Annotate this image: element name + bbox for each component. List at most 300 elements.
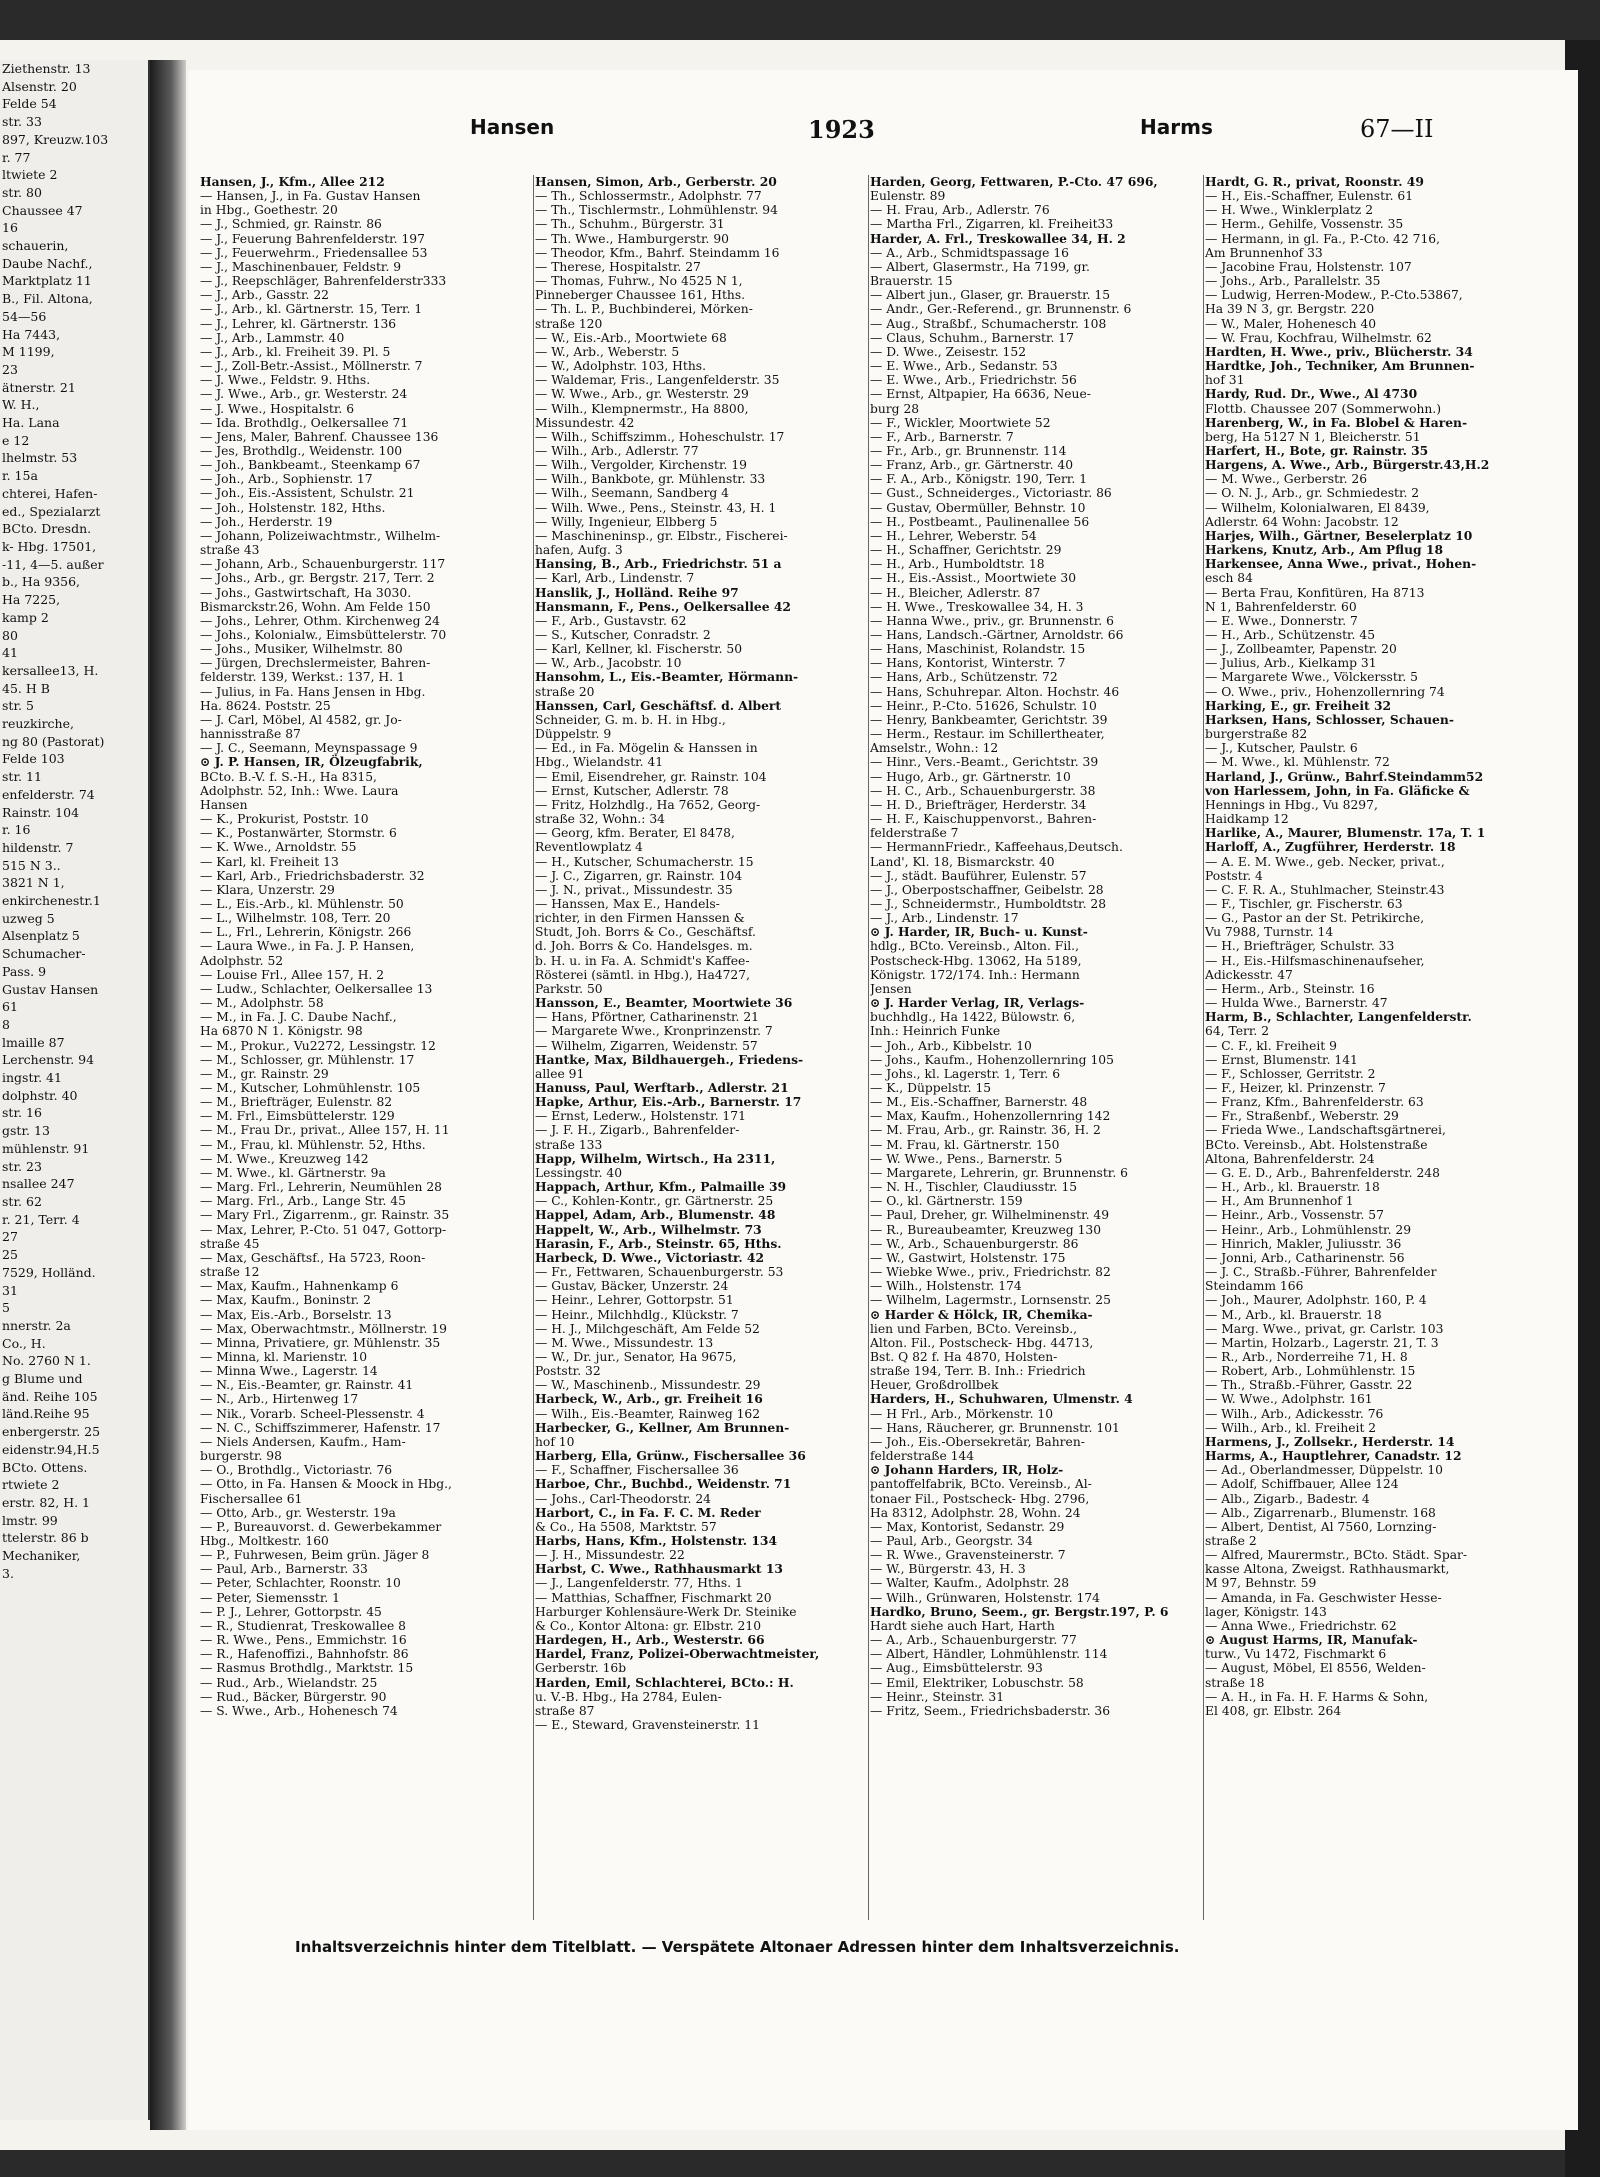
fragment-line: 61 (2, 999, 18, 1015)
directory-entry: — J., Feuerwehrm., Friedensallee 53 (200, 245, 428, 260)
directory-entry: — C. F., kl. Freiheit 9 (1205, 1038, 1337, 1053)
directory-column-4 (1205, 175, 1535, 1925)
directory-entry: Steindamm 166 (1205, 1279, 1304, 1294)
directory-entry: — H., Arb., Schützenstr. 45 (1205, 628, 1376, 642)
directory-entry: — Johs., Lehrer, Othm. Kirchenweg 24 (200, 613, 441, 628)
directory-entry: — Herm., Restaur. im Schillertheater, (870, 727, 1105, 742)
directory-entry: — Hansen, J., in Fa. Gustav Hansen (200, 189, 421, 204)
fragment-line: Marktplatz 11 (2, 273, 92, 289)
directory-entry: allee 91 (535, 1066, 585, 1081)
directory-entry: — Adolf, Schiffbauer, Allee 124 (1205, 1477, 1399, 1492)
directory-entry: Hansohm, L., Eis.-Beamter, Hörmann- (535, 670, 799, 685)
directory-entry: — E. Wwe., Arb., Friedrichstr. 56 (870, 373, 1077, 388)
directory-entry: — Emil, Eisendreher, gr. Rainstr. 104 (535, 769, 767, 784)
directory-entry: — M., gr. Rainstr. 29 (200, 1066, 329, 1081)
directory-entry: Harburger Kohlensäure-Werk Dr. Steinike (535, 1604, 797, 1619)
fragment-line: ed., Spezialarzt (2, 503, 101, 519)
directory-entry: Adlerstr. 64 Wohn: Jacobstr. 12 (1205, 514, 1399, 529)
directory-entry: esch 84 (1205, 571, 1253, 586)
directory-entry: Harbs, Hans, Kfm., Holstenstr. 134 (535, 1534, 778, 1548)
directory-entry: — E., Steward, Gravensteinerstr. 11 (535, 1718, 760, 1733)
directory-entry: — Marg. Frl., Arb., Lange Str. 45 (200, 1194, 406, 1209)
directory-entry: Harboe, Chr., Buchbd., Weidenstr. 71 (535, 1477, 792, 1492)
directory-entry: — Johs., Arb., gr. Bergstr. 217, Terr. 2 (200, 571, 435, 586)
fragment-line: Gustav Hansen (2, 981, 99, 997)
directory-entry: — A. H., in Fa. H. F. Harms & Sohn, (1205, 1689, 1429, 1704)
directory-entry: Harfert, H., Bote, gr. Rainstr. 35 (1205, 443, 1429, 458)
directory-entry: — F., Wickler, Moortwiete 52 (870, 415, 1051, 430)
directory-entry: — J., Zoll-Betr.-Assist., Möllnerstr. 7 (200, 359, 423, 374)
directory-entry: Hansen (200, 797, 248, 812)
directory-entry: felderstraße 7 (870, 826, 959, 841)
directory-entry: — Paul, Arb., Barnerstr. 33 (200, 1562, 368, 1577)
directory-entry: straße 43 (200, 543, 260, 558)
fragment-line: Alsenstr. 20 (2, 78, 77, 94)
directory-entry: straße 32, Wohn.: 34 (535, 812, 665, 827)
directory-entry: Hardtke, Joh., Techniker, Am Brunnen- (1205, 359, 1475, 374)
directory-entry: — F. A., Arb., Königstr. 190, Terr. 1 (870, 472, 1088, 487)
directory-entry: — Karl, Arb., Friedrichsbaderstr. 32 (200, 868, 425, 883)
fragment-line: Ha 7443, (2, 326, 61, 342)
directory-entry: Harjes, Wilh., Gärtner, Beselerplatz 10 (1205, 528, 1473, 543)
directory-entry: M 97, Behnstr. 59 (1205, 1576, 1317, 1591)
directory-entry: — Margarete Wwe., Völckersstr. 5 (1205, 670, 1418, 685)
directory-entry: Amselstr., Wohn.: 12 (870, 741, 999, 756)
directory-entry: kasse Altona, Zweigst. Rathhausmarkt, (1205, 1562, 1450, 1577)
directory-entry: — Hulda Wwe., Barnerstr. 47 (1205, 996, 1388, 1011)
fragment-line: lmaille 87 (2, 1034, 65, 1050)
directory-entry: Hardegen, H., Arb., Westerstr. 66 (535, 1633, 765, 1648)
directory-entry: 64, Terr. 2 (1205, 1024, 1270, 1039)
header-page-number: 67—II (1360, 115, 1434, 143)
directory-entry: straße 45 (200, 1236, 260, 1251)
directory-entry: — Johs., Kolonialw., Eimsbüttelerstr. 70 (200, 628, 447, 642)
directory-entry: — Georg, kfm. Berater, El 8478, (535, 826, 735, 841)
directory-entry: — W., Bürgerstr. 43, H. 3 (870, 1562, 1026, 1577)
directory-entry: Hapke, Arthur, Eis.-Arb., Barnerstr. 17 (535, 1095, 802, 1110)
directory-entry: — Emil, Elektriker, Lobuschstr. 58 (870, 1675, 1084, 1690)
directory-entry: — Gustav, Bäcker, Unzerstr. 24 (535, 1279, 729, 1294)
directory-entry: — Matthias, Schaffner, Fischmarkt 20 (535, 1590, 772, 1605)
directory-entry: — J., Arb., kl. Freiheit 39. Pl. 5 (200, 344, 391, 359)
directory-entry: — Johs., Carl-Theodorstr. 24 (535, 1491, 711, 1506)
directory-entry: — Nik., Vorarb. Scheel-Plessenstr. 4 (200, 1406, 425, 1421)
directory-entry: — Max, Eis.-Arb., Borselstr. 13 (200, 1307, 392, 1322)
directory-entry: — Paul, Dreher, gr. Wilhelminenstr. 49 (870, 1208, 1110, 1223)
directory-entry: d. Joh. Borrs & Co. Handelsges. m. (535, 939, 753, 954)
directory-entry: Hardten, H. Wwe., priv., Blücherstr. 34 (1205, 344, 1473, 359)
fragment-line: Daube Nachf., (2, 255, 93, 271)
directory-entry: — Max, Lehrer, P.-Cto. 51 047, Gottorp- (200, 1222, 447, 1237)
directory-entry: — E. Wwe., Donnerstr. 7 (1205, 613, 1358, 628)
directory-entry: — Herm., Arb., Steinstr. 16 (1205, 981, 1375, 996)
directory-entry: — R. Wwe., Gravensteinerstr. 7 (870, 1548, 1066, 1563)
directory-entry: Happach, Arthur, Kfm., Palmaille 39 (535, 1180, 787, 1195)
fragment-line: Lerchenstr. 94 (2, 1052, 95, 1068)
directory-entry: Hardy, Rud. Dr., Wwe., Al 4730 (1205, 387, 1418, 402)
fragment-line: nnerstr. 2a (2, 1317, 71, 1333)
directory-entry: — Johs., Arb., Parallelstr. 35 (1205, 274, 1381, 289)
directory-entry: — J., Kutscher, Paulstr. 6 (1205, 741, 1358, 756)
book-gutter (150, 60, 186, 2130)
directory-entry: — Mary Frl., Zigarrenm., gr. Rainstr. 35 (200, 1208, 450, 1223)
directory-entry: — Hans, Räucherer, gr. Brunnenstr. 101 (870, 1420, 1120, 1435)
directory-entry: — Klara, Unzerstr. 29 (200, 882, 335, 897)
directory-entry: — Alb., Zigarb., Badestr. 4 (1205, 1491, 1370, 1506)
directory-entry: Harmens, J., Zollsekr., Herderstr. 14 (1205, 1434, 1455, 1449)
directory-entry: felderstr. 139, Werkst.: 137, H. 1 (200, 670, 405, 685)
fragment-line: 54—56 (2, 308, 47, 324)
directory-entry: — Jürgen, Drechslermeister, Bahren- (200, 656, 431, 671)
directory-entry: straße 20 (535, 684, 595, 699)
directory-entry: — Max, Geschäftsf., Ha 5723, Roon- (200, 1250, 426, 1265)
directory-entry: — H., Arb., Humboldtstr. 18 (870, 557, 1045, 572)
directory-entry: — W., Arb., Weberstr. 5 (535, 344, 680, 359)
directory-entry: — J., Arb., Lindenstr. 17 (870, 911, 1019, 926)
directory-entry: — Marg. Frl., Lehrerin, Neumühlen 28 (200, 1180, 442, 1195)
directory-entry: — Alfred, Maurermstr., BCto. Städt. Spar- (1205, 1548, 1468, 1563)
directory-entry: Hansen, Simon, Arb., Gerberstr. 20 (535, 175, 777, 189)
directory-entry: — Wilh., Schiffszimm., Hoheschulstr. 17 (535, 429, 785, 444)
directory-entry: lien und Farben, BCto. Vereinsb., (870, 1321, 1078, 1336)
directory-entry: Harloff, A., Zugführer, Herderstr. 18 (1205, 840, 1456, 855)
fragment-line: Ziethenstr. 13 (2, 61, 91, 76)
directory-entry: — Rasmus Brothdlg., Marktstr. 15 (200, 1661, 414, 1676)
fragment-line: 25 (2, 1247, 18, 1263)
directory-entry: — L., Eis.-Arb., kl. Mühlenstr. 50 (200, 896, 404, 911)
fragment-line: ltwiete 2 (2, 167, 58, 183)
directory-entry: — N. H., Tischler, Claudiusstr. 15 (870, 1180, 1078, 1195)
directory-entry: — P. J., Lehrer, Gottorpstr. 45 (200, 1604, 382, 1619)
directory-entry: — R., Bureaubeamter, Kreuzweg 130 (870, 1222, 1102, 1237)
directory-entry: Ha 8312, Adolphstr. 28, Wohn. 24 (870, 1505, 1081, 1520)
fragment-line: Schumacher- (2, 946, 86, 962)
directory-entry: — Aug., Straßbf., Schumacherstr. 108 (870, 316, 1107, 331)
fragment-line: ingstr. 41 (2, 1070, 62, 1086)
directory-entry: — Jes, Brothdlg., Weidenstr. 100 (200, 443, 403, 458)
directory-entry: Harbecker, G., Kellner, Am Brunnen- (535, 1420, 790, 1435)
directory-entry: straße 120 (535, 316, 603, 331)
directory-entry: Düppelstr. 9 (535, 727, 612, 742)
directory-entry: Parkstr. 50 (535, 981, 603, 996)
directory-entry: — Joh., Holstenstr. 182, Hths. (200, 500, 386, 515)
directory-entry: — F., Schaffner, Fischersallee 36 (535, 1463, 739, 1478)
directory-entry: — Henry, Bankbeamter, Gerichtstr. 39 (870, 712, 1108, 727)
directory-entry: richter, in den Firmen Hanssen & (535, 911, 745, 926)
directory-entry: — F., Schlosser, Gerritstr. 2 (1205, 1066, 1376, 1081)
page-header (190, 115, 1535, 151)
directory-entry: ⊙ Johann Harders, IR, Holz- (870, 1463, 1064, 1478)
directory-entry: — Ernst, Kutscher, Adlerstr. 78 (535, 783, 729, 798)
directory-entry: Ha 6870 N 1. Königstr. 98 (200, 1024, 363, 1039)
directory-entry: — J. Carl, Möbel, Al 4582, gr. Jo- (200, 712, 402, 727)
directory-entry: — H Frl., Arb., Mörkenstr. 10 (870, 1406, 1054, 1421)
directory-entry: — Rud., Arb., Wielandstr. 25 (200, 1675, 378, 1690)
fragment-line: e 12 (2, 432, 30, 448)
directory-entry: — H. C., Arb., Schauenburgerstr. 38 (870, 783, 1096, 798)
directory-entry: — H., Eis.-Schaffner, Eulenstr. 61 (1205, 189, 1414, 204)
directory-entry: Hardt, G. R., privat, Roonstr. 49 (1205, 175, 1424, 189)
fragment-line: Alsenplatz 5 (2, 928, 80, 944)
directory-entry: Harder, A. Frl., Treskowallee 34, H. 2 (870, 231, 1126, 246)
directory-entry: — J. C., Straßb.-Führer, Bahrenfelder (1205, 1265, 1437, 1280)
directory-entry: — Ernst, Lederw., Holstenstr. 171 (535, 1109, 746, 1124)
fragment-line: str. 33 (2, 114, 42, 130)
directory-entry: — Otto, Arb., gr. Westerstr. 19a (200, 1505, 396, 1520)
directory-entry: — Th., Schlossermstr., Adolphstr. 77 (535, 189, 762, 204)
fragment-line: Co., H. (2, 1335, 46, 1351)
directory-entry: BCto. B.-V. f. S.-H., Ha 8315, (200, 769, 377, 784)
directory-entry: Heuer, Großdrollbek (870, 1378, 999, 1393)
directory-column-1 (200, 175, 530, 1925)
directory-entry: Altona, Bahrenfelderstr. 24 (1205, 1151, 1375, 1166)
directory-entry: — Rud., Bäcker, Bürgerstr. 90 (200, 1689, 387, 1704)
directory-entry: buchhdlg., Ha 1422, Bülowstr. 6, (870, 1010, 1076, 1025)
directory-entry: Bst. Q 82 f. Ha 4870, Holsten- (870, 1349, 1058, 1364)
directory-entry: Ha 39 N 3, gr. Bergstr. 220 (1205, 302, 1375, 317)
directory-entry: — Jens, Maler, Bahrenf. Chaussee 136 (200, 429, 439, 444)
directory-entry: b. H. u. in Fa. A. Schmidt's Kaffee- (535, 953, 750, 968)
directory-entry: — Max, Kaufm., Boninstr. 2 (200, 1293, 371, 1308)
directory-entry: — Fr., Arb., gr. Brunnenstr. 114 (870, 443, 1067, 458)
directory-entry: — Walter, Kaufm., Adolphstr. 28 (870, 1576, 1070, 1591)
directory-entry: — Laura Wwe., in Fa. J. P. Hansen, (200, 939, 415, 954)
directory-entry: — Albert, Händler, Lohmühlenstr. 114 (870, 1647, 1108, 1662)
directory-entry: Hansson, E., Beamter, Moortwiete 36 (535, 996, 793, 1011)
directory-entry: Hennings in Hbg., Vu 8297, (1205, 797, 1378, 812)
directory-entry: — H., Kutscher, Schumacherstr. 15 (535, 854, 754, 869)
directory-entry: Reventlowplatz 4 (535, 840, 643, 855)
directory-entry: — J. F. H., Zigarb., Bahrenfelder- (535, 1123, 740, 1138)
directory-entry: — Hinr., Vers.-Beamt., Gerichtstr. 39 (870, 755, 1099, 770)
directory-entry: — A., Arb., Schmidtspassage 16 (870, 245, 1069, 260)
directory-entry: — O., kl. Gärtnerstr. 159 (870, 1194, 1023, 1209)
fragment-line: 31 (2, 1282, 18, 1298)
directory-entry: — J., Lehrer, kl. Gärtnerstr. 136 (200, 316, 397, 331)
directory-entry: — W. Wwe., Adolphstr. 161 (1205, 1392, 1373, 1407)
fragment-line: erstr. 82, H. 1 (2, 1494, 91, 1510)
directory-entry: — W., Gastwirt, Holstenstr. 175 (870, 1250, 1066, 1265)
directory-entry: — J., Schmied, gr. Rainstr. 86 (200, 217, 382, 232)
directory-entry: von Harlessem, John, in Fa. Gläficke & (1205, 783, 1470, 798)
directory-entry: — M., Prokur., Vu2272, Lessingstr. 12 (200, 1038, 436, 1053)
fragment-line: W. H., (2, 397, 40, 413)
directory-entry: in Hbg., Goethestr. 20 (200, 203, 338, 218)
directory-entry: Harlike, A., Maurer, Blumenstr. 17a, T. 1 (1205, 826, 1486, 841)
directory-entry: — Julius, in Fa. Hans Jensen in Hbg. (200, 684, 426, 699)
fragment-line: länd.Reihe 95 (2, 1406, 90, 1422)
directory-entry: Pinneberger Chaussee 161, Hths. (535, 288, 746, 303)
directory-entry: — Ernst, Blumenstr. 141 (1205, 1052, 1358, 1067)
directory-entry: — Fritz, Seem., Friedrichsbaderstr. 36 (870, 1703, 1111, 1718)
directory-entry: — Jacobine Frau, Holstenstr. 107 (1205, 259, 1412, 274)
directory-entry: Harden, Georg, Fettwaren, P.-Cto. 47 696, (870, 175, 1158, 189)
directory-entry: Postscheck-Hbg. 13062, Ha 5189, (870, 953, 1082, 968)
fragment-line: str. 80 (2, 184, 42, 200)
directory-entry: — M., Schlosser, gr. Mühlenstr. 17 (200, 1052, 415, 1067)
directory-entry: — Ludw., Schlachter, Oelkersallee 13 (200, 981, 433, 996)
directory-entry: — Wilh. Wwe., Pens., Steinstr. 43, H. 1 (535, 500, 777, 515)
directory-entry: — Wilh., Eis.-Beamter, Rainweg 162 (535, 1406, 761, 1421)
directory-entry: — Joh., Arb., Kibbelstr. 10 (870, 1038, 1032, 1053)
directory-entry: — Ida. Brothdlg., Oelkersallee 71 (200, 415, 409, 430)
fragment-line: änd. Reihe 105 (2, 1388, 98, 1404)
directory-entry: tonaer Fil., Postscheck- Hbg. 2796, (870, 1491, 1090, 1506)
fragment-line: str. 62 (2, 1194, 42, 1209)
directory-entry: — M., Briefträger, Eulenstr. 82 (200, 1095, 393, 1110)
directory-entry: — Max, Kaufm., Hohenzollernring 142 (870, 1109, 1111, 1124)
directory-entry: Harenberg, W., in Fa. Blobel & Haren- (1205, 415, 1468, 430)
directory-entry: Vu 7988, Turnstr. 14 (1205, 925, 1334, 940)
directory-entry: — M. Frau, kl. Gärtnerstr. 150 (870, 1137, 1060, 1152)
directory-entry: — Peter, Schlachter, Roonstr. 10 (200, 1576, 401, 1591)
directory-entry: — J., Zollbeamter, Papenstr. 20 (1205, 642, 1397, 657)
directory-entry: — K., Düppelstr. 15 (870, 1081, 992, 1095)
directory-entry: — M. Frau, Arb., gr. Rainstr. 36, H. 2 (870, 1123, 1101, 1138)
directory-entry: — Johs., kl. Lagerstr. 1, Terr. 6 (870, 1066, 1061, 1081)
fragment-line: str. 16 (2, 1105, 42, 1121)
directory-entry: — Ed., in Fa. Mögelin & Hanssen in (535, 741, 758, 756)
directory-entry: — M. Frl., Eimsbüttelerstr. 129 (200, 1109, 395, 1124)
directory-entry: straße 2 (1205, 1534, 1257, 1548)
directory-entry: — Joh., Herderstr. 19 (200, 514, 333, 529)
directory-entry: — J., städt. Bauführer, Eulenstr. 57 (870, 868, 1087, 883)
directory-entry: — R., Studienrat, Treskowallee 8 (200, 1618, 406, 1633)
directory-entry: — Peter, Siemensstr. 1 (200, 1590, 340, 1605)
directory-entry: straße 133 (535, 1137, 603, 1152)
directory-entry: felderstraße 144 (870, 1449, 975, 1464)
fragment-line: Ha 7225, (2, 592, 61, 608)
directory-entry: Ha. 8624. Poststr. 25 (200, 698, 331, 713)
directory-entry: — K. Wwe., Arnoldstr. 55 (200, 840, 357, 855)
directory-entry: — E. Wwe., Arb., Sedanstr. 53 (870, 359, 1058, 374)
directory-entry: straße 194, Terr. B. Inh.: Friedrich (870, 1364, 1086, 1379)
directory-entry: — Albert, Dentist, Al 7560, Lornzing- (1205, 1519, 1437, 1534)
fragment-line: str. 5 (2, 698, 34, 714)
fragment-line: BCto. Dresdn. (2, 521, 92, 537)
directory-entry: — H., Briefträger, Schulstr. 33 (1205, 939, 1395, 954)
directory-entry: — Karl, Kellner, kl. Fischerstr. 50 (535, 642, 743, 657)
directory-entry: — Joh., Maurer, Adolphstr. 160, P. 4 (1205, 1293, 1427, 1308)
directory-entry: — Hanssen, Max E., Handels- (535, 896, 720, 911)
directory-entry: burgerstr. 98 (200, 1449, 282, 1464)
directory-entry: — R., Arb., Norderreihe 71, H. 8 (1205, 1349, 1408, 1364)
fragment-line: -11, 4—5. außer (2, 556, 104, 572)
directory-entry: — Heinr., Arb., Lohmühlenstr. 29 (1205, 1222, 1412, 1237)
directory-entry: — Margarete, Lehrerin, gr. Brunnenstr. 6 (870, 1165, 1128, 1180)
directory-entry: — Wilh., Arb., Adickesstr. 76 (1205, 1406, 1384, 1421)
directory-entry: — O. N. J., Arb., gr. Schmiedestr. 2 (1205, 486, 1420, 501)
directory-entry: hof 31 (1205, 373, 1245, 388)
fragment-line: Felde 54 (2, 96, 57, 112)
directory-columns (200, 175, 1545, 1925)
directory-entry: — R., Hafenoffizi., Bahnhofstr. 86 (200, 1647, 409, 1662)
directory-entry: — Berta Frau, Konfitüren, Ha 8713 (1205, 585, 1425, 600)
directory-entry: Adickesstr. 47 (1205, 967, 1293, 982)
directory-entry: Hbg., Wielandstr. 41 (535, 755, 664, 770)
directory-entry: ⊙ J. Harder, IR, Buch- u. Kunst- (870, 925, 1088, 940)
header-right-name: Harms (1140, 115, 1213, 139)
directory-entry: — Hans, Pförtner, Catharinenstr. 21 (535, 1010, 760, 1025)
directory-entry: — R. Wwe., Pens., Emmichstr. 16 (200, 1633, 407, 1648)
directory-entry: — G., Pastor an der St. Petrikirche, (1205, 911, 1425, 926)
directory-entry: burg 28 (870, 401, 920, 416)
directory-entry: ⊙ Harder & Hölck, IR, Chemika- (870, 1307, 1093, 1322)
directory-entry: Eulenstr. 89 (870, 189, 946, 204)
directory-entry: — Martha Frl., Zigarren, kl. Freiheit33 (870, 217, 1114, 232)
fragment-line: reuzkirche, (2, 716, 74, 732)
directory-entry: — Max, Kaufm., Hahnenkamp 6 (200, 1279, 399, 1294)
fragment-line: Rainstr. 104 (2, 804, 80, 820)
fragment-line: chterei, Hafen- (2, 485, 98, 501)
directory-entry: — Hans, Schuhrepar. Alton. Hochstr. 46 (870, 684, 1120, 699)
directory-entry: — J., Maschinenbauer, Feldstr. 9 (200, 259, 402, 274)
directory-entry: — Hugo, Arb., gr. Gärtnerstr. 10 (870, 769, 1071, 784)
directory-entry: Hanssen, Carl, Geschäftsf. d. Albert (535, 698, 782, 713)
fragment-line: rtwiete 2 (2, 1477, 60, 1493)
directory-entry: — M. Wwe., kl. Gärtnerstr. 9a (200, 1165, 386, 1180)
directory-entry: turw., Vu 1472, Fischmarkt 6 (1205, 1647, 1387, 1662)
fragment-line: mühlenstr. 91 (2, 1140, 90, 1156)
directory-entry: — Th., Straßb.-Führer, Gasstr. 22 (1205, 1378, 1413, 1393)
directory-entry: — F., Tischler, gr. Fischerstr. 63 (1205, 896, 1403, 911)
directory-entry: — H. F., Kaischuppenvorst., Bahren- (870, 812, 1097, 827)
directory-entry: — H. Frau, Arb., Adlerstr. 76 (870, 203, 1050, 218)
directory-entry: Schneider, G. m. b. H. in Hbg., (535, 712, 726, 727)
fragment-line: 41 (2, 645, 18, 661)
directory-entry: — HermannFriedr., Kaffeehaus,Deutsch. (870, 840, 1123, 855)
directory-entry: — Th. L. P., Buchbinderei, Mörken- (535, 302, 753, 317)
fragment-line: 3821 N 1, (2, 875, 65, 891)
directory-entry: — D. Wwe., Zeisestr. 152 (870, 344, 1027, 359)
fragment-line: Chaussee 47 (2, 202, 83, 218)
directory-entry: Harasin, F., Arb., Steinstr. 65, Hths. (535, 1236, 782, 1251)
directory-entry: — W. Wwe., Pens., Barnerstr. 5 (870, 1151, 1063, 1166)
fragment-line: 515 N 3.. (2, 857, 61, 873)
directory-entry: — A. E. M. Wwe., geb. Necker, privat., (1205, 854, 1445, 869)
directory-entry: — Johs., Gastwirtschaft, Ha 3030. (200, 585, 412, 600)
directory-entry: — Herm., Gehilfe, Vossenstr. 35 (1205, 217, 1404, 232)
directory-entry: — J. H., Missundestr. 22 (535, 1548, 685, 1563)
fragment-line: uzweg 5 (2, 910, 55, 926)
directory-entry: hafen, Aufg. 3 (535, 543, 623, 558)
fragment-line: kamp 2 (2, 609, 49, 625)
directory-entry: — W. Frau, Kochfrau, Wilhelmstr. 62 (1205, 330, 1432, 345)
directory-entry: Hardko, Bruno, Seem., gr. Bergstr.197, P. 6 (870, 1604, 1169, 1619)
directory-entry: — C. F. R. A., Stuhlmacher, Steinstr.43 (1205, 882, 1445, 897)
directory-entry: — Ernst, Altpapier, Ha 6636, Neue- (870, 387, 1091, 402)
directory-entry: — Gust., Schneiderges., Victoriastr. 86 (870, 486, 1112, 501)
directory-entry: pantoffelfabrik, BCto. Vereinsb., Al- (870, 1477, 1092, 1492)
directory-entry: Happelt, W., Arb., Wilhelmstr. 73 (535, 1222, 762, 1237)
directory-entry: — Max, Oberwachtmstr., Möllnerstr. 19 (200, 1321, 447, 1336)
fragment-line: r. 21, Terr. 4 (2, 1211, 80, 1227)
directory-entry: — Wilh., Arb., kl. Freiheit 2 (1205, 1420, 1377, 1435)
directory-entry: — Joh., Eis.-Obersekretär, Bahren- (870, 1434, 1085, 1449)
fragment-line: Ha. Lana (2, 415, 60, 431)
directory-entry: — N., Arb., Hirtenweg 17 (200, 1392, 359, 1407)
directory-entry: — Ad., Oberlandmesser, Düppelstr. 10 (1205, 1463, 1444, 1478)
directory-entry: — Wiebke Wwe., priv., Friedrichstr. 82 (870, 1265, 1111, 1280)
directory-entry: — O. Wwe., priv., Hohenzollernring 74 (1205, 684, 1445, 699)
fragment-line: 3. (2, 1565, 14, 1581)
directory-entry: — J., Langenfelderstr. 77, Hths. 1 (535, 1576, 743, 1591)
directory-entry: — Otto, in Fa. Hansen & Moock in Hbg., (200, 1477, 452, 1492)
directory-entry: — G. E. D., Arb., Bahrenfelderstr. 248 (1205, 1165, 1440, 1180)
directory-entry: — Johs., Kaufm., Hohenzollernring 105 (870, 1052, 1114, 1067)
fragment-line: kersallee13, H. (2, 662, 99, 678)
fragment-line: r. 15a (2, 468, 38, 484)
